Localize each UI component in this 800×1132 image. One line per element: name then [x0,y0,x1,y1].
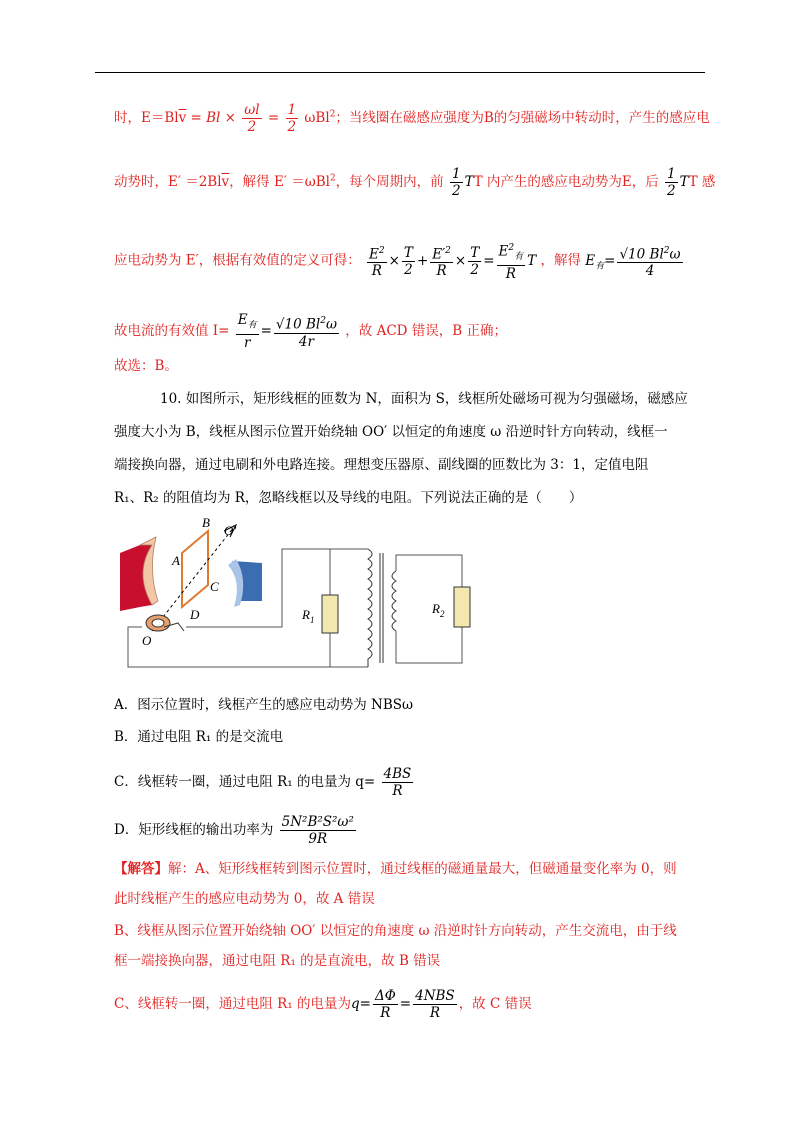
text: ，解得 E′ ＝ωBl [229,174,330,190]
transformer-secondary [392,571,396,631]
text: 时，E＝Bl [114,110,179,126]
option-d [114,814,358,847]
wire-bottom [128,627,330,667]
answer-b-line-1: B、线框从图示位置开始绕轴 OO′ 以恒定的角速度 ω 沿逆时针方向转动，产生交流电，由于线 [114,923,677,939]
text: 故电流的有效值 I= [114,322,230,339]
text: q [351,996,360,1012]
option-a: A．图示位置时，线框产生的感应电动势为 NBSω [114,697,414,713]
text: ，故 ACD 错误，B 正确； [345,322,507,339]
r2-label: $R_2$ [432,601,445,619]
answer-a-line-2: 此时线框产生的感应电动势为 0，故 A 错误 [114,891,375,907]
text: ，故 C 错误 [458,996,532,1012]
fraction: $\frac{1}{2}$ [451,166,461,199]
fraction: $\frac{1}{2}$ [287,102,297,135]
option-b: B．通过电阻 R₁ 的是交流电 [114,729,284,745]
question-line-1 [160,388,688,410]
text: 应电动势为 E′，根据有效值的定义可得： [114,252,361,269]
text: = [267,110,280,126]
text: ，每个周期内，前 [335,174,444,190]
answer-c-line: C、线框转一圈，通过电阻 R₁ 的电量为q= $\frac{\Delta\Phi}{R}$ = $\frac{\text{4NBS}}{R}$ ，故 C 错误 [114,988,532,1021]
resistor-r1 [322,595,338,633]
fraction: $\frac{\Delta\Phi}{R}$ [374,988,396,1021]
answer-b-line-2: 框一端接换向器，通过电阻 R₁ 的是直流电，故 B 错误 [114,953,441,969]
text: T 感 [688,174,716,190]
fraction: $\frac{\text{5N²B²S²ω²}}{9R}$ [281,814,354,847]
text: = Bl × [190,110,236,126]
answer-a-line-1 [114,858,677,880]
resistor-r2 [454,587,470,627]
question-line-4: R₁、R₂ 的阻值均为 R，忽略线框以及导线的电阻。下列说法正确的是（ ） [114,490,583,506]
solution-line-3 [114,240,685,282]
header-rule [95,72,705,73]
coil-frame [182,531,208,607]
text: D．矩形线框的输出功率为 [114,822,274,838]
text: ωBl [304,110,330,126]
i-rms-result: $\frac{E_有}{r}$ = $\frac{√10 Bl^2\omega}{4r}$ [237,312,337,351]
text: T 内产生的感应电动势为E，后 [473,174,659,190]
option-c [114,766,415,799]
question-line-3: 端接换向器，通过电刷和外电路连接。理想变压器原、副线圈的匝数比为 3：1，定值电阻 [114,457,649,473]
label-o: O [142,633,152,648]
fraction: $\frac{4BS}{R}$ [383,766,412,799]
label-b: B [202,515,210,530]
label-c: C [210,579,219,594]
circuit-figure [112,515,472,675]
label-a: A [172,553,180,568]
label-o-prime: O′ [224,523,237,538]
solution-line-1: 时，$E=Bl\overline{v} = Bl$ × $\frac{\omega l}{2}$ = $\frac{1}{2}$ ωBl$^2$；当线圈在磁感应强度为B的匀强磁场中转动时，产生的感应电 [114,102,710,135]
e-rms-result: $E_有=$ $\frac{√10 Bl^2\omega}{4}$ [585,253,684,269]
rms-equation: $\frac{E^2}{R}$ × $\frac{T}{2}$ + $\frac{E'^2}{R}$ × $\frac{T}{2}$ = $\frac{E^2_有}{R}$ T [365,253,540,269]
fraction: $\frac{\text{4NBS}}{R}$ [415,988,455,1021]
text: ，解得 [540,252,581,269]
answer-tag: 【解答】 [114,861,168,877]
question-number: 10. [160,391,182,407]
text: C、线框转一圈，通过电阻 R₁ 的电量为 [114,996,351,1012]
transformer-primary [368,549,372,667]
solution-line-4 [114,312,507,351]
text: 动势时，E′ ＝2Bl [114,174,222,190]
text: ；当线圈在磁感应强度为B的匀强磁场中转动时，产生的感应电 [335,110,710,126]
v-bar: $\overline{v}$ [178,110,187,126]
text: C．线框转一圈，通过电阻 R₁ 的电量为 q= [114,774,376,790]
label-d: D [190,607,200,622]
solution-line-5: 故选：B。 [114,358,178,374]
text: 如图所示，矩形线框的匝数为 N，面积为 S，线框所处磁场可视为匀强磁场，磁感应 [185,391,688,407]
r1-label: $R_1$ [302,607,315,625]
question-line-2: 强度大小为 B，线框从图示位置开始绕轴 OO′ 以恒定的角速度 ω 沿逆时针方向转动，线框一 [114,424,668,440]
fraction: $\frac{\omega l}{2}$ [244,102,260,135]
fraction: $\frac{1}{2}$ [667,166,676,199]
solution-line-2: 动势时，$E' =2Bl\overline{v}$，解得 E′ ＝ωBl$^2$，每个周期内，前 $\frac{1}{2}$ TT 内产生的感应电动势为E，后 $\frac{1}{2}$ TT 感 [114,166,716,199]
text: 解：A、矩形线框转到图示位置时，通过线框的磁通量最大，但磁通量变化率为 0，则 [168,861,677,877]
